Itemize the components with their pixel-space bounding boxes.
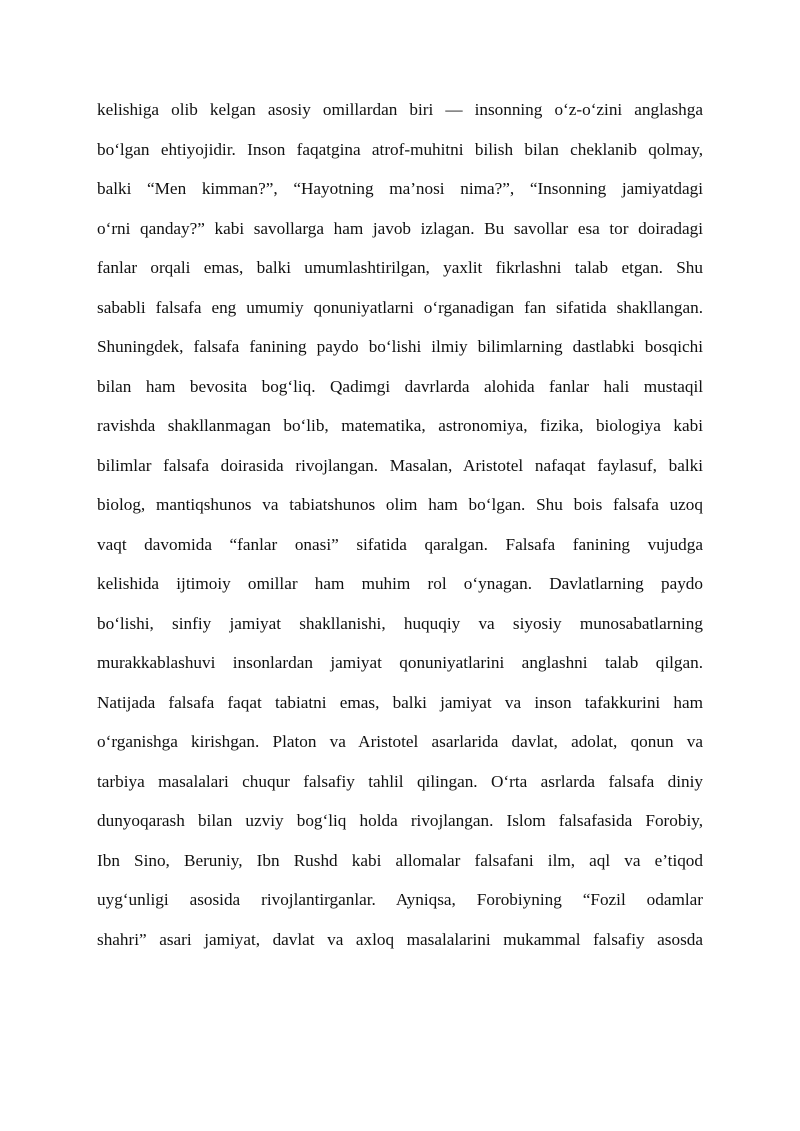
text-line: Shuningdek, falsafa fanining paydo bo‘lishi ilmiy bilimlarning dastlabki bosqichi: [97, 337, 703, 356]
text-line: bilan ham bevosita bog‘liq. Qadimgi davrlarda alohida fanlar hali mustaqil: [97, 376, 703, 396]
text-line: Ibn Sino, Beruniy, Ibn Rushd kabi allomalar falsafani ilm, aql va e’tiqod: [97, 850, 703, 870]
text-line: o‘rganishga kirishgan. Platon va Aristotel asarlarida davlat, adolat, qonun va: [97, 732, 703, 751]
text-line: uyg‘unligi asosida rivojlantirganlar. Ayniqsa, Forobiyning “Fozil odamlar: [97, 890, 703, 909]
text-line: vaqt davomida “fanlar onasi” sifatida qaralgan. Falsafa fanining vujudga: [97, 534, 703, 554]
text-line: murakkablashuvi insonlardan jamiyat qonuniyatlarini anglashni talab qilgan.: [97, 653, 703, 672]
text-line: o‘rni qanday?” kabi savollarga ham javob izlagan. Bu savollar esa tor doiradagi: [97, 218, 703, 238]
text-line: balki “Men kimman?”, “Hayotning ma’nosi nima?”, “Insonning jamiyatdagi: [97, 179, 703, 198]
body-text: [97, 90, 703, 959]
text-line: sababli falsafa eng umumiy qonuniyatlarni o‘rganadigan fan sifatida shakllangan.: [97, 297, 703, 317]
text-line: dunyoqarash bilan uzviy bog‘liq holda rivojlangan. Islom falsafasida Forobiy,: [97, 811, 703, 830]
text-line: fanlar orqali emas, balki umumlashtirilgan, yaxlit fikrlashni talab etgan. Shu: [97, 258, 703, 277]
text-line: shahri” asari jamiyat, davlat va axloq masalalarini mukammal falsafiy asosda: [97, 929, 703, 949]
text-line: biolog, mantiqshunos va tabiatshunos olim ham bo‘lgan. Shu bois falsafa uzoq: [97, 495, 703, 514]
text-line: bilimlar falsafa doirasida rivojlangan. Masalan, Aristotel nafaqat faylasuf, balki: [97, 455, 703, 475]
text-line: tarbiya masalalari chuqur falsafiy tahlil qilingan. O‘rta asrlarda falsafa diniy: [97, 771, 703, 791]
text-line: bo‘lgan ehtiyojidir. Inson faqatgina atrof-muhitni bilish bilan cheklanib qolmay,: [97, 139, 703, 159]
text-line: kelishida ijtimoiy omillar ham muhim rol o‘ynagan. Davlatlarning paydo: [97, 574, 703, 593]
text-line: Natijada falsafa faqat tabiatni emas, balki jamiyat va inson tafakkurini ham: [97, 692, 703, 712]
text-line: bo‘lishi, sinfiy jamiyat shakllanishi, huquqiy va siyosiy munosabatlarning: [97, 613, 703, 633]
text-line: kelishiga olib kelgan asosiy omillardan biri — insonning o‘z-o‘zini anglashga: [97, 100, 703, 119]
text-line: ravishda shakllanmagan bo‘lib, matematika, astronomiya, fizika, biologiya kabi: [97, 416, 703, 435]
